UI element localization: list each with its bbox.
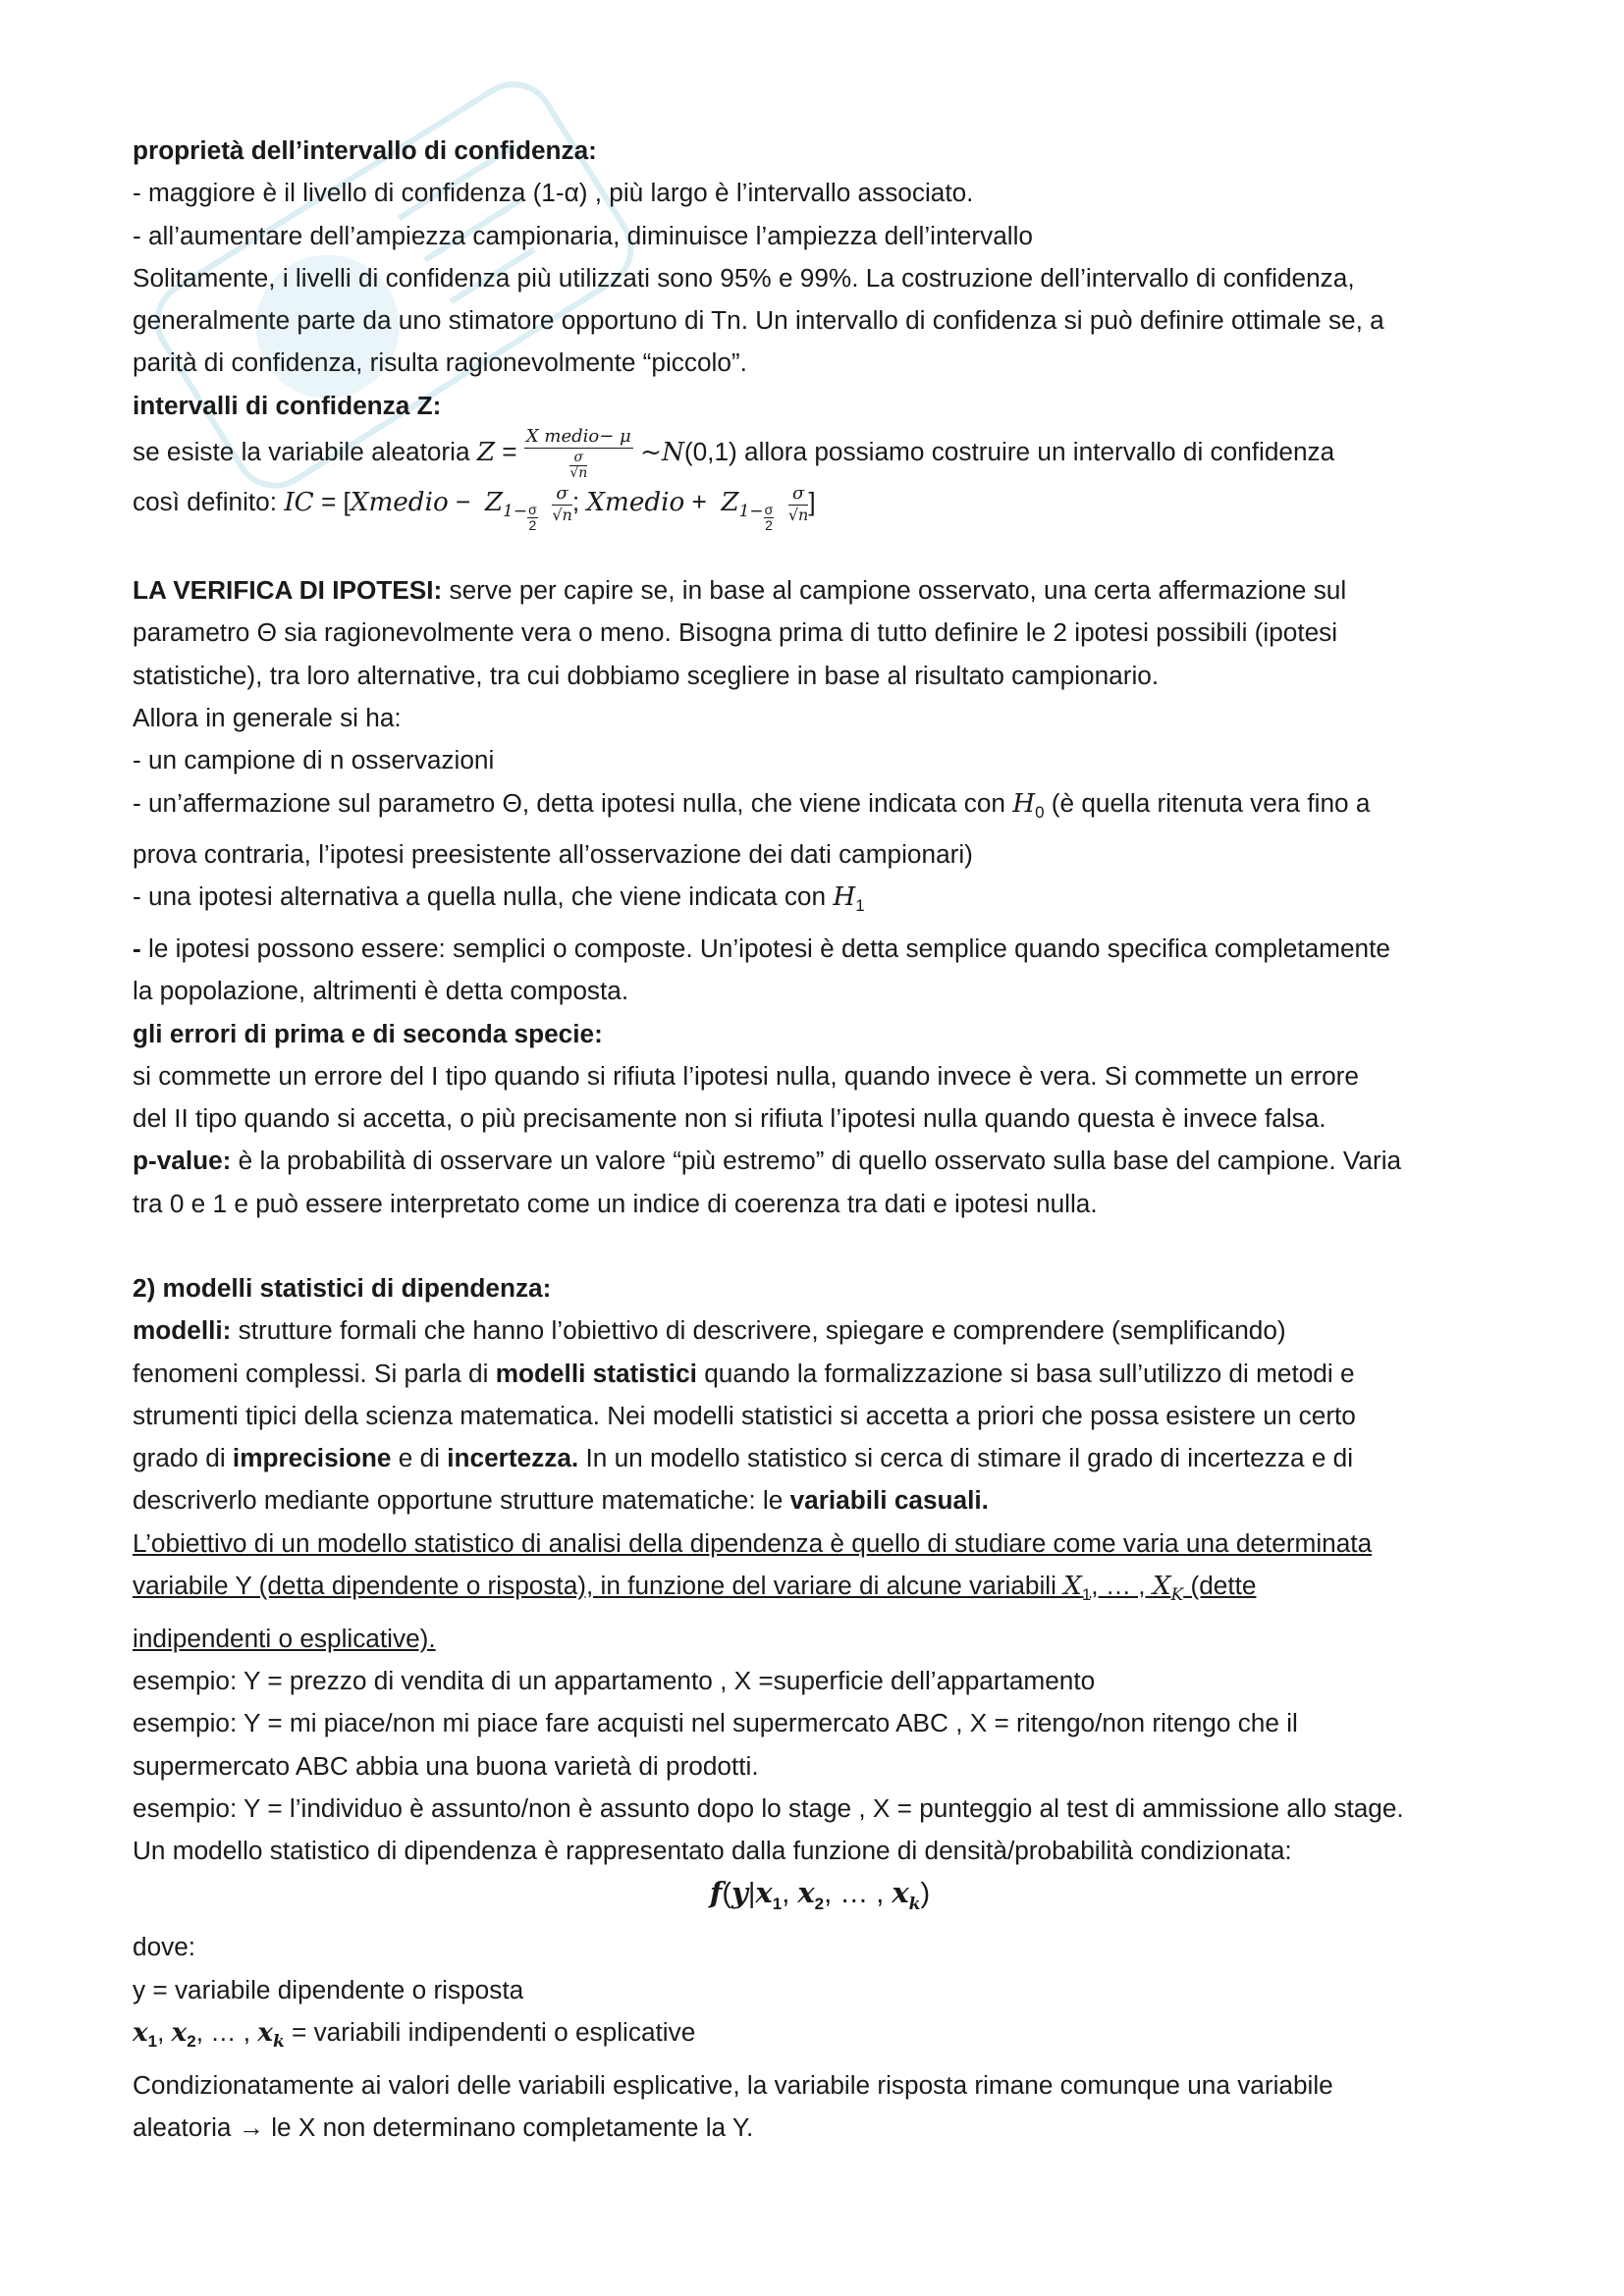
- ci-formula-line: così definito: IC = [Xmedio − $Z_{1- \frac{\sigma}{2}}$ $\frac{\sigma}{√n}$ ; Xmedio + $Z_{1- \frac{\sigma}{2}}$ $\frac{\sigma}{√n}$ ]: [133, 482, 816, 534]
- section-title-z-intervals: intervalli di confidenza Z:: [133, 390, 442, 420]
- section-title-confidence-properties: proprietà dell’intervallo di confidenza:: [133, 135, 597, 165]
- text-line: - all’aumentare dell’ampiezza campionaria, diminuisce l’ampiezza dell’intervallo: [133, 220, 1033, 250]
- underlined-line: indipendenti o esplicative).: [133, 1623, 436, 1653]
- z-definition-line: se esiste la variabile aleatoria Z = $\frac{\text{X medio− μ}}{\frac{\sigma}{√n}}$ ~N(0,1) allora possiamo costruire un intervallo di confidenza: [133, 425, 1335, 481]
- text-line: la popolazione, altrimenti è detta composta.: [133, 976, 629, 1006]
- text-line: descriverlo mediante opportune strutture matematiche: le variabili casuali.: [133, 1485, 989, 1516]
- sigma-over-sqrt-n: $\frac{\sigma}{√n}$: [552, 482, 572, 524]
- text-line: aleatoria → le X non determinano completamente la Y.: [133, 2111, 754, 2142]
- text-line: Allora in generale si ha:: [133, 702, 402, 732]
- example-line: supermercato ABC abbia una buona varietà di prodotti.: [133, 1750, 759, 1781]
- text-line: - un campione di n osservazioni: [133, 745, 495, 775]
- underlined-line: variabile Y (detta dipendente o risposta), in funzione del variare di alcune variabili $X_1$, … , $X_K$ (dette: [133, 1571, 1257, 1606]
- example-line: esempio: Y = l’individuo è assunto/non è assunto dopo lo stage , X = punteggio al test di ammissione allo stage.: [133, 1792, 1404, 1823]
- text-line: dove:: [133, 1932, 196, 1962]
- text-line: tra 0 e 1 e può essere interpretato come un indice di coerenza tra dati e ipotesi nulla.: [133, 1188, 1098, 1218]
- example-line: esempio: Y = prezzo di vendita di un appartamento , X =superficie dell’appartamento: [133, 1665, 1096, 1695]
- example-line: esempio: Y = mi piace/non mi piace fare acquisti nel supermercato ABC , X = ritengo/non ritengo che il: [133, 1708, 1298, 1738]
- underlined-line: L’obiettivo di un modello statistico di analisi della dipendenza è quello di studiare come varia una determinata: [133, 1527, 1373, 1558]
- text-line: Solitamente, i livelli di confidenza più utilizzati sono 95% e 99%. La costruzione dell’intervallo di confidenza,: [133, 262, 1355, 293]
- text-line: del II tipo quando si accetta, o più precisamente non si rifiuta l’ipotesi nulla quando questa è invece falsa.: [133, 1103, 1326, 1134]
- z-statistic-fraction: $\frac{\text{X medio− μ}}{\frac{\sigma}{√n}}$: [525, 425, 631, 481]
- text-line: - maggiore è il livello di confidenza (1-α) , più largo è l’intervallo associato.: [133, 178, 974, 208]
- text-line: statistiche), tra loro alternative, tra cui dobbiamo scegliere in base al risultato campionario.: [133, 660, 1160, 690]
- text-line: p-value: è la probabilità di osservare un valore “più estremo” di quello osservato sulla base del campione. Varia: [133, 1146, 1402, 1176]
- section-title-dependency-models: 2) modelli statistici di dipendenza:: [133, 1273, 552, 1303]
- text-line: - un’affermazione sul parametro Θ, detta ipotesi nulla, che viene indicata con $H_0$ (è quella ritenuta vera fino a: [133, 787, 1371, 822]
- text-line: Un modello statistico di dipendenza è rappresentato dalla funzione di densità/probabilità condizionata:: [133, 1836, 1292, 1866]
- section-title-errors: gli errori di prima e di seconda specie:: [133, 1018, 603, 1048]
- text-line: prova contraria, l’ipotesi preesistente all’osservazione dei dati campionari): [133, 839, 973, 870]
- text-line: y = variabile dipendente o risposta: [133, 1974, 524, 2004]
- text-line: modelli: strutture formali che hanno l’obiettivo di descrivere, spiegare e comprendere (semplificando): [133, 1315, 1286, 1346]
- text-line: parità di confidenza, risulta ragionevolmente “piccolo”.: [133, 347, 747, 378]
- text-line: si commette un errore del I tipo quando si rifiuta l’ipotesi nulla, quando invece è vera. Si commette un errore: [133, 1060, 1359, 1091]
- text-line: LA VERIFICA DI IPOTESI: serve per capire se, in base al campione osservato, una certa affermazione sul: [133, 575, 1347, 606]
- text-line: - una ipotesi alternativa a quella nulla, che viene indicata con $H_1$: [133, 881, 865, 916]
- text-line: $x_1$, $x_2$, … , $x_k$ = variabili indipendenti o esplicative: [133, 2017, 696, 2053]
- text-line: grado di imprecisione e di incertezza. In un modello statistico si cerca di stimare il grado di incertezza e di: [133, 1443, 1354, 1473]
- text-line: generalmente parte da uno stimatore opportuno di Tn. Un intervallo di confidenza si può definire ottimale se, a: [133, 305, 1384, 336]
- p-value-label: p-value:: [133, 1146, 232, 1176]
- sigma-over-sqrt-n: $\frac{\sigma}{√n}$: [787, 482, 809, 524]
- text-line: - le ipotesi possono essere: semplici o composte. Un’ipotesi è detta semplice quando specifica completamente: [133, 933, 1390, 963]
- text-line: fenomeni complessi. Si parla di modelli statistici quando la formalizzazione si basa sull’utilizzo di metodi e: [133, 1358, 1355, 1388]
- text-line: Condizionatamente ai valori delle variabili esplicative, la variabile risposta rimane comunque una variabile: [133, 2069, 1333, 2100]
- text-line: parametro Θ sia ragionevolmente vera o meno. Bisogna prima di tutto definire le 2 ipotesi possibili (ipotesi: [133, 617, 1338, 648]
- section-title-hypothesis-testing: LA VERIFICA DI IPOTESI:: [133, 575, 443, 606]
- text-line: strumenti tipici della scienza matematica. Nei modelli statistici si accetta a priori che possa esistere un certo: [133, 1400, 1356, 1430]
- document-body: [133, 130, 1507, 2149]
- conditional-density-formula: $f(y|x_1$, $x_2$, … , $x_k$): [709, 1876, 931, 1915]
